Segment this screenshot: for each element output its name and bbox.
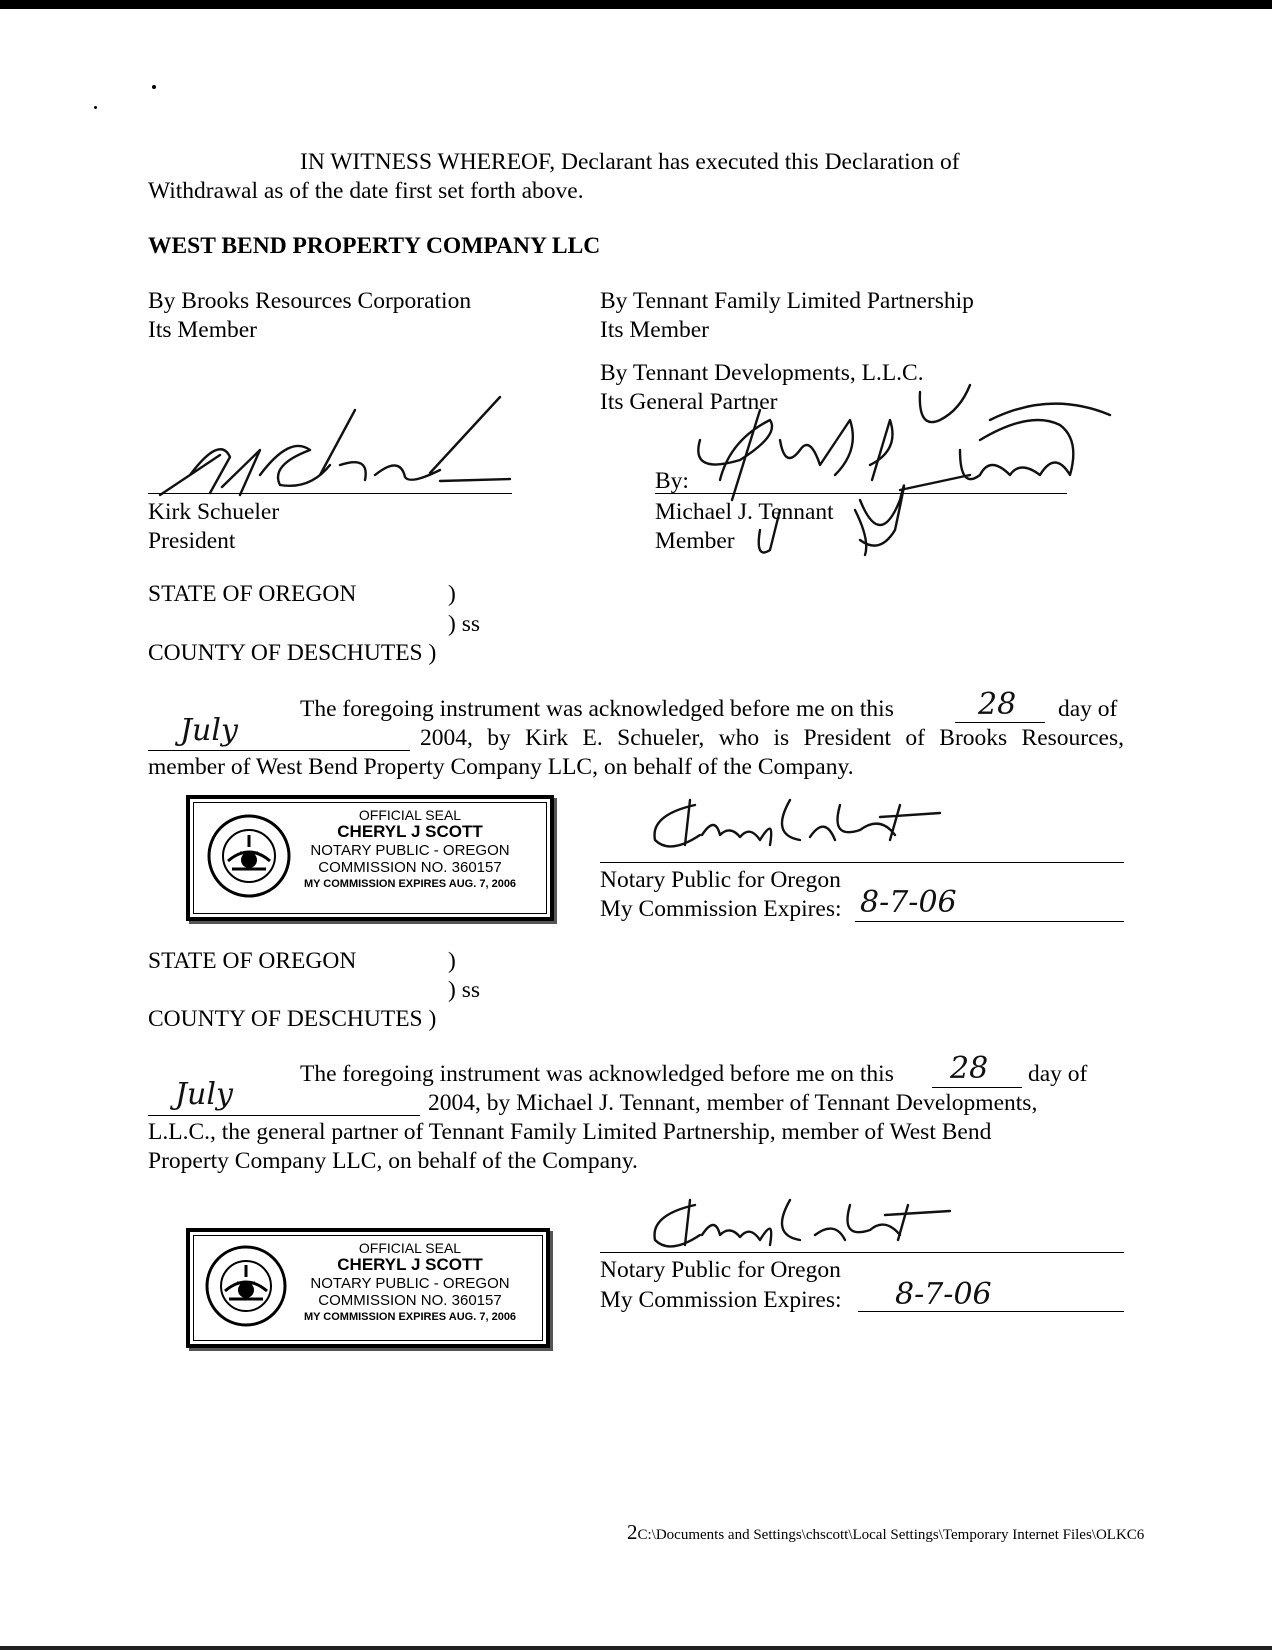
right-by-line: By Tennant Family Limited Partnership [600, 288, 974, 314]
ack2-month-line [148, 1115, 420, 1116]
left-by-line: By Brooks Resources Corporation [148, 288, 472, 314]
file-path: C:\Documents and Settings\chscott\Local Settings\Temporary Internet Files\OLKC6 [637, 1527, 1145, 1543]
venue-ss-2: ) ss [448, 977, 480, 1003]
right-signature-line [655, 493, 1067, 494]
ack1-day: 28 [978, 687, 1017, 722]
venue-paren-1: ) [448, 581, 456, 607]
venue-paren-2: ) [448, 948, 456, 974]
ack2-day: 28 [950, 1051, 989, 1086]
venue-county-2: COUNTY OF DESCHUTES ) [148, 1006, 437, 1032]
ack2-line2: 2004, by Michael J. Tennant, member of Tennant Developments, [428, 1090, 1038, 1116]
notary-seal [186, 1228, 550, 1348]
seal-line-5: MY COMMISSION EXPIRES AUG. 7, 2006 [303, 1311, 517, 1323]
venue-state-1: STATE OF OREGON [148, 581, 357, 607]
left-signer-name: Kirk Schueler [148, 499, 280, 525]
seal-line-2: CHERYL J SCOTT [337, 822, 483, 841]
ack2-month: July [175, 1077, 233, 1112]
seal-line-1: OFFICIAL SEAL [358, 1240, 462, 1256]
scan-speck [152, 85, 156, 89]
ack1-line1-b: day of [1058, 696, 1118, 722]
venue-state-2: STATE OF OREGON [148, 948, 357, 974]
ack2-line1-a: The foregoing instrument was acknowledged before me on this [300, 1061, 894, 1087]
left-role-line: Its Member [148, 317, 257, 343]
left-signature-line [148, 493, 512, 494]
ack1-line3: member of West Bend Property Company LLC, on behalf of the Company. [148, 754, 854, 780]
seal-line-4: COMMISSION NO. 360157 [318, 859, 502, 876]
ack2-line3: L.L.C., the general partner of Tennant Family Limited Partnership, member of West Bend [148, 1119, 992, 1145]
seal-line-2: CHERYL J SCOTT [337, 1255, 483, 1274]
expires-label-2: My Commission Expires: [600, 1287, 842, 1313]
notary-signature-line-1 [600, 862, 1124, 863]
expires-line-1 [855, 921, 1124, 922]
oregon-seal-emblem [204, 1244, 288, 1328]
notary-signature-line-2 [600, 1252, 1124, 1253]
right-role-line: Its Member [600, 317, 709, 343]
notary-signature-2 [640, 1195, 1000, 1255]
notary-label-1: Notary Public for Oregon [600, 867, 841, 893]
seal-line-3: NOTARY PUBLIC - OREGON [310, 842, 510, 859]
right-role2-line: Its General Partner [600, 389, 778, 415]
kirk-schueler-signature [150, 395, 520, 505]
ack2-line1-b: day of [1028, 1061, 1088, 1087]
ack1-line1-a: The foregoing instrument was acknowledged before me on this [300, 696, 894, 722]
seal-line-4: COMMISSION NO. 360157 [318, 1292, 502, 1309]
witness-line-1: IN WITNESS WHEREOF, Declarant has executed this Declaration of [300, 149, 960, 175]
seal-line-1: OFFICIAL SEAL [358, 807, 462, 823]
notary-label-2: Notary Public for Oregon [600, 1257, 841, 1283]
ack2-line4: Property Company LLC, on behalf of the Company. [148, 1148, 638, 1174]
notary-seal [186, 795, 554, 921]
venue-ss-1: ) ss [448, 611, 480, 637]
scan-bottom-border [0, 1646, 1272, 1650]
ack1-month-line [148, 750, 410, 751]
right-signer-title: Member [655, 528, 735, 554]
notary-signature-1 [640, 795, 1000, 855]
expires-value-2: 8-7-06 [895, 1277, 992, 1312]
page-footer [627, 1522, 1144, 1545]
company-name: WEST BEND PROPERTY COMPANY LLC [148, 233, 601, 259]
scan-top-border [0, 0, 1272, 9]
witness-line-2: Withdrawal as of the date first set forth above. [148, 178, 584, 204]
right-signer-name: Michael J. Tennant [655, 499, 834, 525]
expires-label-1: My Commission Expires: [600, 896, 842, 922]
right-by-label: By: [655, 468, 689, 494]
venue-county-1: COUNTY OF DESCHUTES ) [148, 640, 437, 666]
ack1-day-line [955, 722, 1045, 723]
seal-line-5: MY COMMISSION EXPIRES AUG. 7, 2006 [303, 878, 517, 890]
right-by2-line: By Tennant Developments, L.L.C. [600, 360, 924, 386]
page-number: 2 [627, 1520, 638, 1544]
left-signer-title: President [148, 528, 236, 554]
ack2-day-line [932, 1087, 1022, 1088]
ack1-month: July [180, 713, 238, 748]
seal-line-3: NOTARY PUBLIC - OREGON [310, 1275, 510, 1292]
expires-value-1: 8-7-06 [860, 885, 957, 920]
scan-speck [94, 106, 97, 109]
ack1-line2: 2004, by Kirk E. Schueler, who is President of Brooks Resources, [420, 725, 1124, 751]
oregon-seal-emblem [206, 813, 292, 899]
